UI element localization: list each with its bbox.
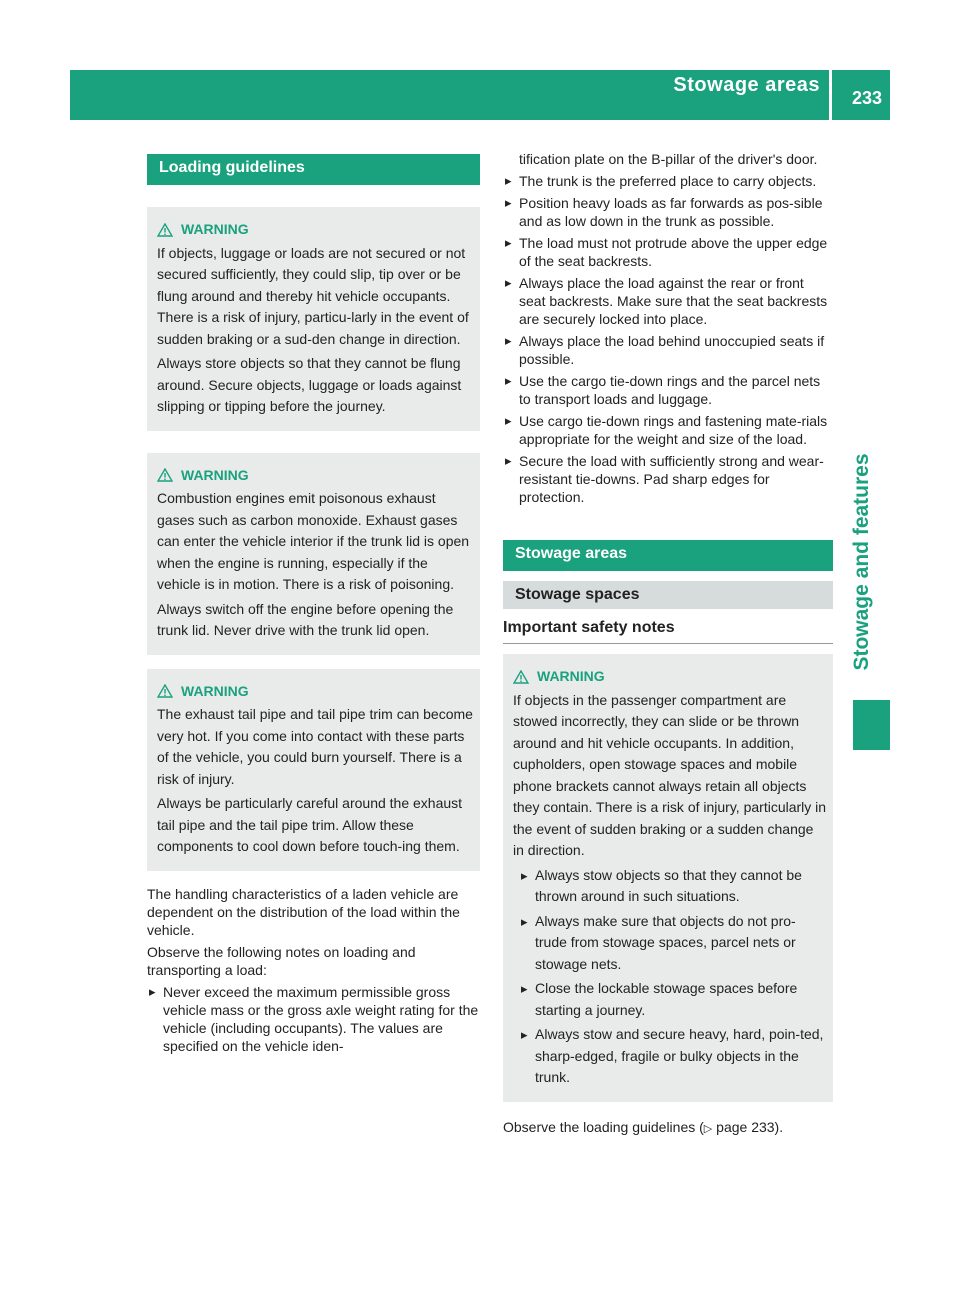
list-item: ▸ Always stow and secure heavy, hard, poin-ted, sharp-edged, fragile or bulky objects in the trunk. xyxy=(519,1024,827,1089)
list-item: ▸ Secure the load with sufficiently strong and wear-resistant tie-downs. Pad sharp edges for protection. xyxy=(503,452,833,506)
section-title-loading-guidelines: Loading guidelines xyxy=(147,154,480,185)
warning-title xyxy=(157,681,474,703)
paragraph: The handling characteristics of a laden vehicle are dependent on the distribution of the load within the vehicle. xyxy=(147,885,460,938)
continued-text: tification plate on the B-pillar of the driver's door. xyxy=(519,151,818,167)
bullet-list xyxy=(503,172,833,506)
warning-text: Combustion engines emit poisonous exhaust gases such as carbon monoxide. Exhaust gases can enter the vehicle interior if the trunk lid is open when the engine is running, especially if the vehicle is in motion. There is a risk of poisoning. xyxy=(157,490,470,592)
warning-box-2 xyxy=(147,453,480,655)
cross-reference xyxy=(503,1118,833,1138)
list-item: ▸ The trunk is the preferred place to carry objects. xyxy=(503,172,833,190)
warning-label: WARNING xyxy=(181,221,249,237)
list-item: ▸ Always place the load behind unoccupied seats if possible. xyxy=(503,332,833,368)
side-tab xyxy=(842,432,882,692)
list-item: ▸ Use cargo tie-down rings and fastening mate-rials appropriate for the weight and size of the load. xyxy=(503,412,833,448)
warning-text: If objects, luggage or loads are not secured or not secured sufficiently, they could slip, tip over or be flung around and thereby hit vehicle occupants. There is a risk of injury, particu-larly in the event of sudden braking or a sud-den change in direction. xyxy=(157,244,469,347)
heading-safety-notes: Important safety notes xyxy=(503,609,833,644)
xref-text-after: page 233). xyxy=(712,1118,784,1135)
list-item: ▸ Never exceed the maximum permissible gross vehicle mass or the gross axle weight rating for the vehicle (including occupants). The values are specified on the vehicle iden- xyxy=(147,983,480,1055)
list-item: ▸ Always stow objects so that they cannot be thrown around in such situations. xyxy=(519,865,827,908)
warning-title xyxy=(157,219,474,241)
header-title: Stowage areas xyxy=(673,74,820,96)
warning-triangle-icon xyxy=(513,670,529,684)
warning-label: WARNING xyxy=(537,668,605,684)
section-title-stowage-areas: Stowage areas xyxy=(503,540,833,571)
warning-triangle-icon xyxy=(157,223,173,237)
side-tab-marker xyxy=(853,700,890,750)
warning-triangle-icon xyxy=(157,468,173,482)
right-column xyxy=(503,150,833,1142)
side-tab-label: Stowage and features xyxy=(850,453,873,671)
warning-text: Always store objects so that they cannot be flung around. Secure objects, luggage or loads against slipping or tipping before the journey. xyxy=(157,355,462,414)
warning-label: WARNING xyxy=(181,682,249,699)
list-item: ▸ The load must not protrude above the upper edge of the seat backrests. xyxy=(503,234,833,270)
warning-title xyxy=(157,465,474,487)
header-divider xyxy=(829,70,832,120)
list-item: ▸ Use the cargo tie-down rings and the parcel nets to transport loads and luggage. xyxy=(503,372,833,408)
subsection-title-stowage-spaces: Stowage spaces xyxy=(503,581,833,609)
warning-triangle-icon xyxy=(157,684,173,698)
list-item: ▸ Always place the load against the rear or front seat backrests. Make sure that the seat backrests are securely locked into place. xyxy=(503,274,833,328)
bullet-list xyxy=(147,983,480,1055)
warning-label: WARNING xyxy=(181,466,249,483)
warning-bullet-list xyxy=(513,865,827,1089)
list-item: ▸ Close the lockable stowage spaces before starting a journey. xyxy=(519,978,827,1021)
warning-text: Always switch off the engine before opening the trunk lid. Never drive with the trunk lid open. xyxy=(157,600,454,638)
warning-title xyxy=(513,666,827,688)
page-header xyxy=(70,70,890,120)
warning-text: The exhaust tail pipe and tail pipe trim can become very hot. If you come into contact with these parts of the vehicle, you could burn yourself. There is a risk of injury. xyxy=(157,706,473,787)
warning-text: Always be particularly careful around the exhaust tail pipe and the tail pipe trim. Allow these components to cool down before touch-ing them. xyxy=(157,795,463,854)
list-item: ▸ Always make sure that objects do not pro-trude from stowage spaces, parcel nets or stowage nets. xyxy=(519,911,827,976)
warning-box-stowage xyxy=(503,654,833,1102)
list-item: ▸ Position heavy loads as far forwards as pos-sible and as low down in the trunk as possible. xyxy=(503,194,833,230)
xref-text-before: Observe the loading guidelines ( xyxy=(503,1118,704,1135)
warning-text: If objects in the passenger compartment are stowed incorrectly, they can slide or be thrown around and hit vehicle occupants. In addition, cupholders, open stowage spaces and mobile phone brackets cannot always retain all objects they contain. There is a risk of injury, particularly in the event of sudden braking or a sudden change in direction. xyxy=(513,691,827,858)
left-column xyxy=(147,150,480,1059)
page-reference-arrow-icon: ▷ xyxy=(703,1122,713,1135)
warning-box-3 xyxy=(147,669,480,871)
page-number: 233 xyxy=(851,88,882,108)
paragraph: Observe the following notes on loading and transporting a load: xyxy=(147,943,416,978)
body-text xyxy=(147,885,480,979)
warning-box-1 xyxy=(147,207,480,431)
